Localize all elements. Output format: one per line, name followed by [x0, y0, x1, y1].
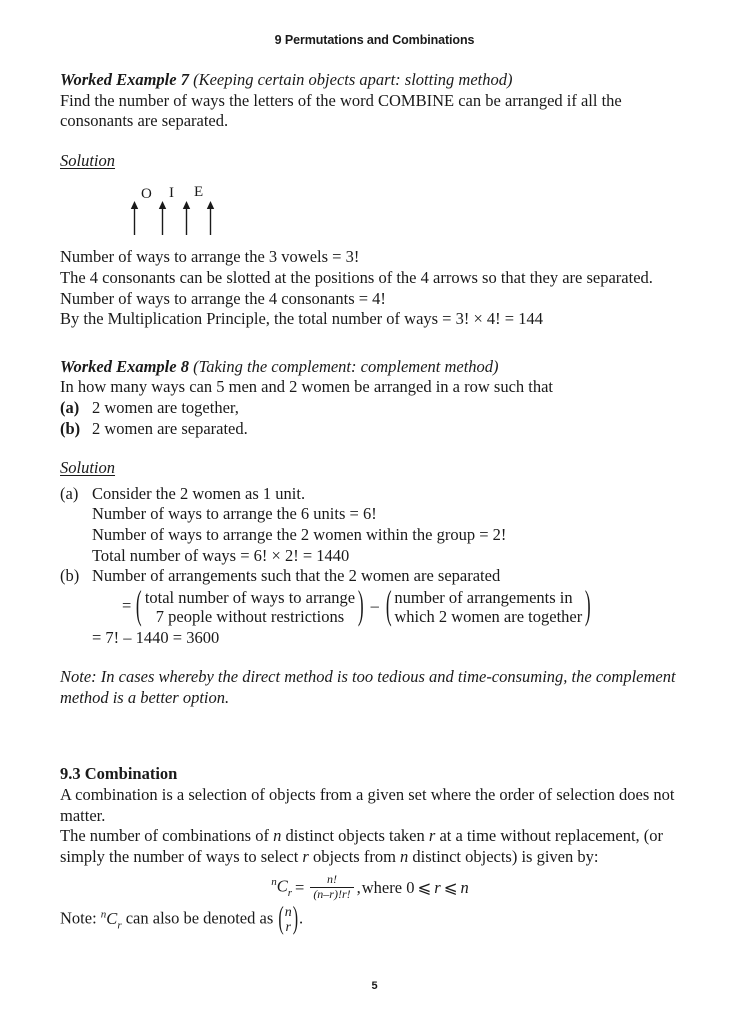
solution-label-7: Solution — [60, 150, 116, 170]
formula-le-sign-1: ⩽ — [417, 877, 432, 897]
question-part-b-text: 2 women are separated. — [92, 418, 248, 438]
worked-example-8-lead: Worked Example 8 — [60, 356, 189, 376]
note-middle-text: can also be denoted as — [121, 908, 278, 928]
solution-part-b-label: (b) — [60, 566, 80, 586]
ncr-superscript-n: n — [271, 876, 277, 889]
worked-example-7-title — [60, 70, 680, 91]
question-part-a-text: 2 women are together, — [92, 397, 239, 417]
left-paren-2: ( — [385, 581, 392, 629]
worked-example-8-subtitle: (Taking the complement: complement method) — [193, 356, 499, 376]
intro-text-e: distinct objects) is given by: — [408, 846, 599, 866]
complement-term-1-line-1: total number of ways to arrange — [144, 587, 356, 607]
ncr-letter-c: C — [276, 876, 288, 896]
solution-label-8: Solution — [60, 458, 116, 478]
solution-a-line-2: Number of ways to arrange the 6 units = 6! — [92, 504, 377, 524]
solution-a-line-3: Number of ways to arrange the 2 women within the group = 2! — [92, 524, 507, 544]
intro-text-b: distinct objects taken — [281, 826, 429, 846]
vowel-letter-e: E — [194, 184, 204, 201]
formula-comma: , — [356, 877, 361, 897]
ncr-notation — [271, 876, 292, 899]
fraction-denominator: (n–r)!r! — [310, 887, 353, 902]
vowel-letter-i: I — [169, 185, 174, 202]
complement-term-2-line-1: number of arrangements in — [394, 587, 573, 607]
binom-right-paren: ) — [292, 901, 299, 936]
running-head: 9 Permutations and Combinations — [274, 33, 475, 47]
binom-stack — [285, 905, 292, 935]
complement-term-1-line-2: 7 people without restrictions — [155, 606, 345, 626]
complement-term-1 — [145, 588, 355, 626]
worked-example-8-solution-heading-row — [60, 458, 680, 479]
intro-var-r: r — [428, 826, 436, 846]
worked-example-7-solution-heading-row — [60, 151, 680, 172]
solution-part-b — [60, 566, 680, 648]
binom-bottom-r: r — [285, 919, 291, 935]
slot-arrow-icon — [182, 201, 191, 235]
left-paren-1: ( — [136, 581, 142, 629]
complement-equals-sign: = — [122, 596, 132, 616]
binomial-coefficient — [277, 901, 299, 936]
intro-text-a: The number of combinations of — [60, 826, 274, 846]
slot-arrow-icon — [158, 201, 167, 235]
example7-solution-line-3: Number of ways to arrange the 4 consonants = 4! — [60, 288, 386, 308]
note-ncr-notation — [100, 908, 122, 931]
page-content — [60, 70, 680, 935]
formula-le-sign-2: ⩽ — [443, 877, 458, 897]
intro-var-n-2: n — [400, 846, 409, 866]
section-heading-93: 9.3 Combination — [60, 764, 178, 784]
question-part-b-label: (b) — [60, 418, 81, 438]
fraction-numerator: n! — [326, 872, 337, 887]
solution-part-a-body — [92, 484, 680, 566]
solution-a-line-1: Consider the 2 women as 1 unit. — [92, 483, 306, 503]
solution-part-b-body — [92, 566, 680, 648]
worked-example-7-lead: Worked Example 7 — [60, 70, 189, 89]
note-suffix: . — [299, 908, 304, 928]
formula-var-r: r — [434, 877, 441, 897]
complement-expression — [122, 581, 680, 629]
worked-example-7-subtitle: (Keeping certain objects apart: slotting method) — [193, 70, 513, 89]
slot-arrow-icon — [130, 201, 139, 235]
intro-var-r-2: r — [302, 846, 309, 866]
combination-definition: A combination is a selection of objects from a given set where the order of selection does not matter. — [60, 785, 675, 825]
page-number-folio: 5 — [371, 980, 378, 992]
solution-a-line-4: Total number of ways = 6! × 2! = 1440 — [92, 545, 350, 565]
combination-formula — [60, 873, 680, 902]
combination-formula-intro — [60, 826, 680, 867]
formula-equals-sign: = — [295, 877, 305, 897]
intro-var-n: n — [273, 826, 282, 846]
solution-part-a-label: (a) — [60, 483, 79, 503]
solution-b-result: = 7! – 1440 = 3600 — [92, 627, 220, 647]
worked-example-8-title — [60, 357, 680, 378]
example7-solution-line-1: Number of ways to arrange the 3 vowels = 3! — [60, 247, 360, 267]
ncr-subscript-r: r — [287, 887, 292, 900]
question-part-a — [60, 398, 680, 419]
right-paren-2: ) — [585, 581, 591, 629]
factorial-fraction — [310, 873, 353, 902]
note-prefix: Note: — [60, 908, 101, 928]
worked-example-7-question: Find the number of ways the letters of the word COMBINE can be arranged if all the consonants are separated. — [60, 90, 622, 131]
right-paren-1: ) — [357, 581, 364, 629]
intro-text-d: objects from — [308, 846, 401, 866]
binom-left-paren: ( — [278, 901, 284, 936]
binom-top-n: n — [284, 904, 292, 920]
worked-example-8-question: In how many ways can 5 men and 2 women be arranged in a row such that — [60, 377, 554, 397]
solution-part-a — [60, 484, 680, 566]
question-part-a-label: (a) — [60, 397, 80, 417]
solution-b-intro: Number of arrangements such that the 2 women are separated — [92, 566, 501, 586]
complement-term-2-line-2: which 2 women are together — [394, 606, 583, 626]
note-ncr-superscript-n: n — [100, 908, 107, 921]
note-ncr-letter-c: C — [106, 908, 118, 928]
question-part-b — [60, 419, 680, 440]
formula-where-text: where 0 — [361, 877, 415, 897]
note-ncr-subscript-r: r — [117, 918, 122, 931]
slot-arrow-icon — [206, 201, 215, 235]
complement-method-note: Note: In cases whereby the direct method is too tedious and time-consuming, the complement method is a better option. — [60, 667, 676, 707]
vowel-slot-diagram — [130, 183, 310, 235]
complement-term-2 — [394, 588, 582, 626]
vowel-letter-o: O — [141, 186, 152, 203]
example7-solution-line-4: By the Multiplication Principle, the total number of ways = 3! × 4! = 144 — [60, 309, 543, 329]
intro-text-c: at a time without replacement, (or simply the number of ways to select — [60, 826, 664, 866]
formula-var-n: n — [460, 877, 469, 897]
binomial-notation-note — [60, 901, 680, 936]
complement-minus-sign: – — [370, 596, 379, 616]
example7-solution-line-2: The 4 consonants can be slotted at the positions of the 4 arrows so that they are separated. — [60, 267, 653, 287]
